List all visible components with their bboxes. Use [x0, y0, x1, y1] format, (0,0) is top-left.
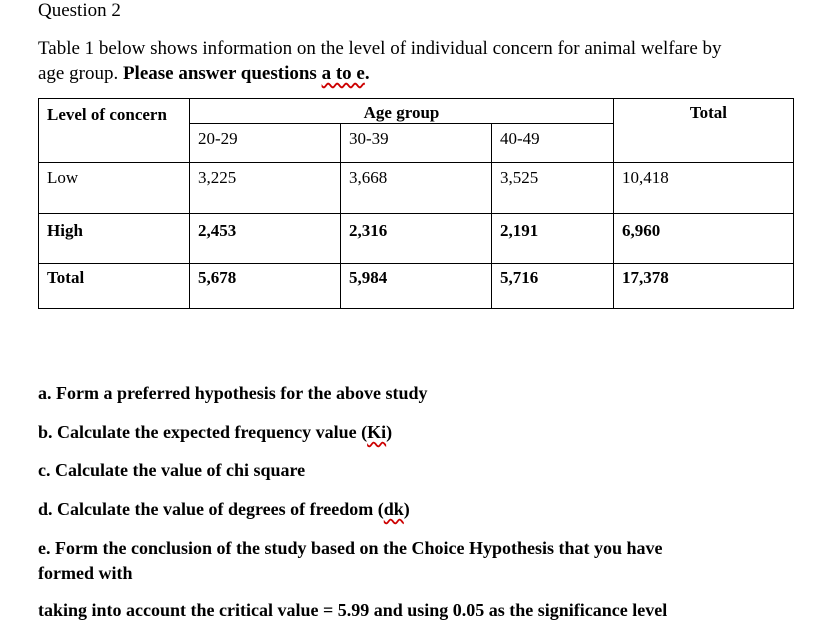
header-age-group: Age group [190, 99, 614, 124]
table-row-total [39, 264, 794, 309]
cell-value: 5,678 [190, 264, 341, 309]
question-b-term: Ki [367, 422, 387, 442]
header-total: Total [614, 99, 794, 163]
cell-total: 10,418 [614, 163, 794, 214]
question-b-end: ) [386, 422, 393, 442]
age-group-20-29: 20-29 [190, 124, 341, 163]
age-group-30-39: 30-39 [341, 124, 492, 163]
intro-text-line1: Table 1 below shows information on the level of individual concern for animal welfare by [38, 38, 722, 59]
table-row-low [39, 163, 794, 214]
question-d [38, 499, 410, 520]
data-table [38, 98, 794, 309]
row-label: Total [39, 264, 190, 309]
cell-value: 5,716 [492, 264, 614, 309]
intro-instruction: Please answer questions [122, 63, 322, 84]
question-d-term: dk [383, 499, 404, 519]
question-e-line1: e. Form the conclusion of the study based on the Choice Hypothesis that you have [38, 538, 663, 558]
cell-value: 2,316 [341, 214, 492, 264]
question-title: Question 2 [38, 0, 121, 21]
cell-value: 3,668 [341, 163, 492, 214]
intro-plain: age group. [38, 63, 123, 84]
cell-value: 3,525 [492, 163, 614, 214]
header-level-of-concern: Level of concern [39, 99, 190, 163]
question-d-text: d. Calculate the value of degrees of freedom ( [38, 499, 384, 519]
cell-total: 6,960 [614, 214, 794, 264]
row-label: Low [39, 163, 190, 214]
table-row-high [39, 214, 794, 264]
question-b-text: b. Calculate the expected frequency value ( [38, 422, 368, 442]
cell-value: 2,453 [190, 214, 341, 264]
question-e-line3: taking into account the critical value = 5.99 and using 0.05 as the significance level [38, 600, 668, 620]
intro-text-line2 [38, 63, 370, 85]
question-c: c. Calculate the value of chi square [38, 460, 306, 480]
question-d-end: ) [403, 499, 410, 519]
cell-value: 3,225 [190, 163, 341, 214]
question-e-line2: formed with [38, 563, 133, 583]
age-group-40-49: 40-49 [492, 124, 614, 163]
intro-question-range: a to e [321, 63, 365, 84]
cell-value: 5,984 [341, 264, 492, 309]
question-b [38, 422, 392, 443]
row-label: High [39, 214, 190, 264]
question-a: a. Form a preferred hypothesis for the above study [38, 383, 428, 403]
intro-period: . [364, 63, 370, 84]
cell-total: 17,378 [614, 264, 794, 309]
cell-value: 2,191 [492, 214, 614, 264]
